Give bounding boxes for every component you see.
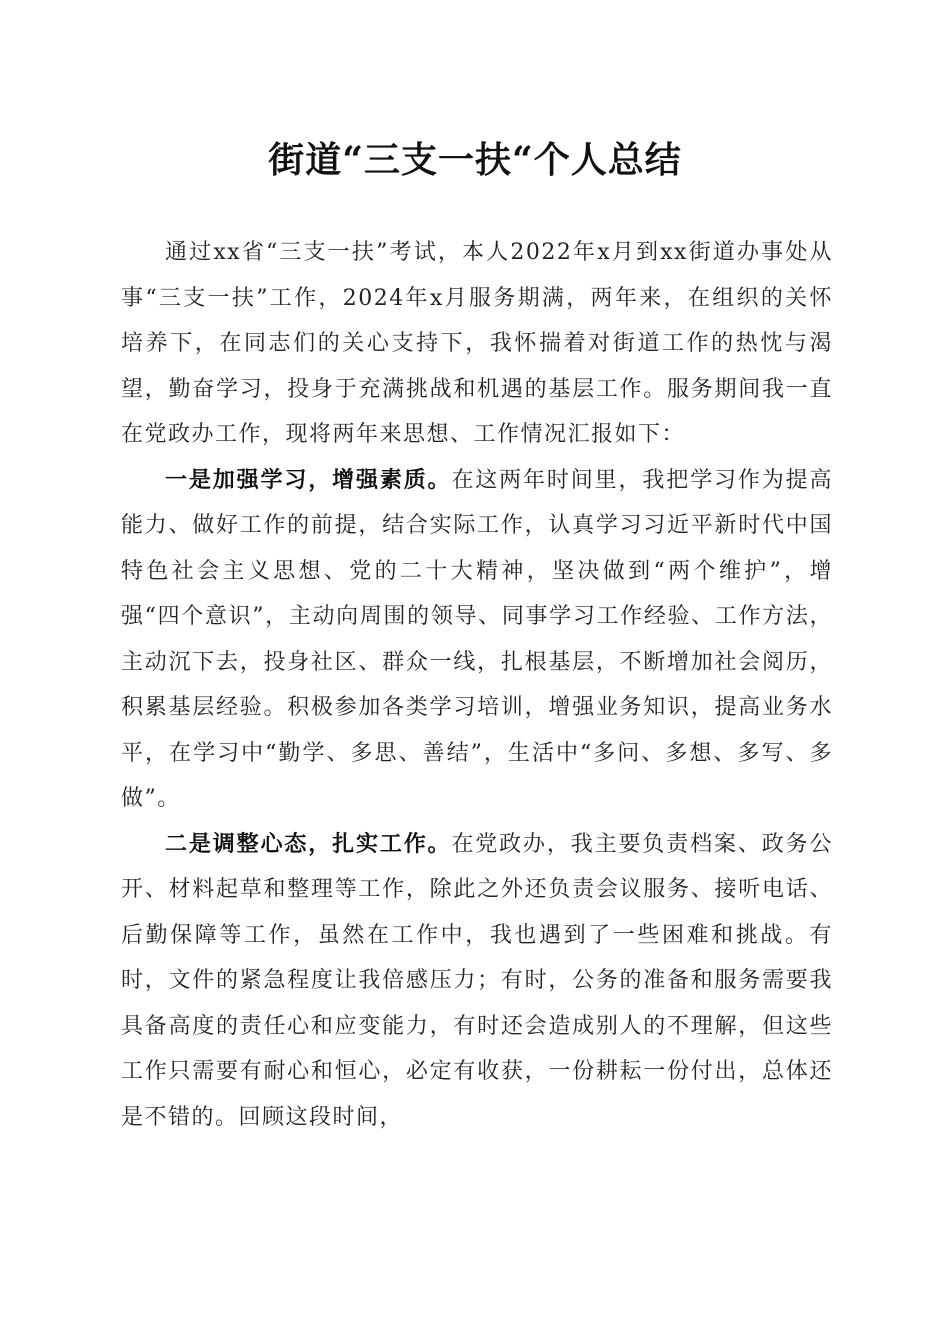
paragraph-study <box>121 458 833 822</box>
paragraph-study-text: 在这两年时间里，我把学习作为提高能力、做好工作的前提，结合实际工作，认真学习习近平新时代中国特色社会主义思想、党的二十大精神，坚决做到“两个维护”，增强“四个意识”，主动向周围的领导、同事学习工作经验、工作方法，主动沉下去，投身社区、群众一线，扎根基层，不断增加社会阅历，积累基层经验。积极参加各类学习培训，增强业务知识，提高业务水平，在学习中“勤学、多思、善结”，生活中“多问、多想、多写、多做”。 <box>121 467 833 811</box>
paragraph-intro <box>121 230 833 458</box>
paragraph-study-heading: 一是加强学习，增强素质。 <box>165 466 452 493</box>
paragraph-work <box>121 822 833 1141</box>
paragraph-work-heading: 二是调整心态，扎实工作。 <box>165 830 452 857</box>
paragraph-intro-text: 通过xx省“三支一扶”考试，本人2022年x月到xx街道办事处从事“三支一扶”工作，2024年x月服务期满，两年来，在组织的关怀培养下，在同志们的关心支持下，我怀揣着对街道工作的热忱与渴望，勤奋学习，投身于充满挑战和机遇的基层工作。服务期间我一直在党政办工作，现将两年来思想、工作情况汇报如下： <box>121 240 833 447</box>
paragraph-work-text: 在党政办，我主要负责档案、政务公开、材料起草和整理等工作，除此之外还负责会议服务、接听电话、后勤保障等工作，虽然在工作中，我也遇到了一些困难和挑战。有时，文件的紧急程度让我倍感压力；有时，公务的准备和服务需要我具备高度的责任心和应变能力，有时还会造成别人的不理解，但这些工作只需要有耐心和恒心，必定有收获，一份耕耘一份付出，总体还是不错的。回顾这段时间， <box>121 831 833 1130</box>
document-body <box>121 230 833 1140</box>
document-title: 街道“三支一扶“个人总结 <box>268 139 682 181</box>
